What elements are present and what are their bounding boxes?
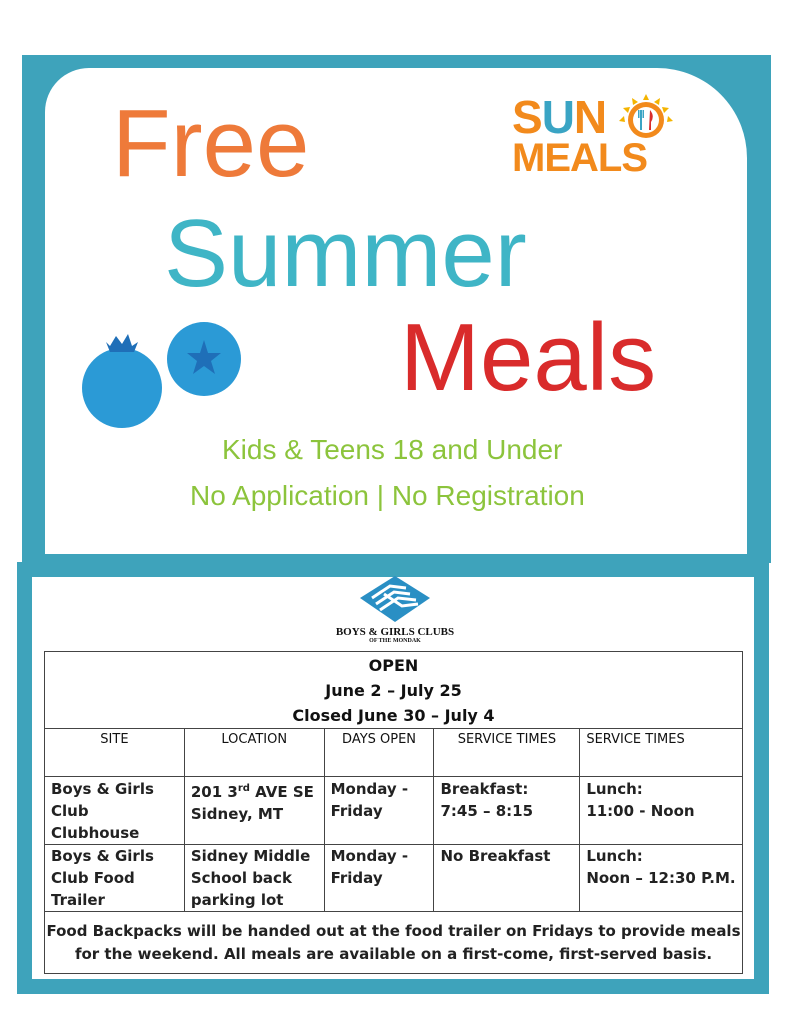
sun-word: SUN — [512, 91, 607, 143]
service-line: 11:00 - Noon — [586, 802, 695, 820]
header-service-times-1: SERVICE TIMES — [434, 729, 580, 777]
service-line: Lunch: — [586, 780, 643, 798]
days-line: Monday - — [330, 847, 409, 865]
header-location: LOCATION — [184, 729, 324, 777]
service-line: Breakfast: — [440, 780, 529, 798]
headline-free: Free — [112, 90, 310, 197]
days-cell — [324, 845, 434, 912]
open-label: OPEN — [368, 656, 419, 675]
site-cell — [45, 845, 185, 912]
open-date-range: June 2 – July 25 — [325, 681, 462, 700]
bgc-name: BOYS & GIRLS CLUBS — [335, 626, 455, 638]
subtitle-no-registration: No Application | No Registration — [190, 480, 585, 511]
service-line: 7:45 – 8:15 — [440, 802, 534, 820]
location-cell — [184, 845, 324, 912]
backpack-note-cell — [45, 912, 743, 974]
location-line: 201 3rd AVE SE — [190, 783, 314, 801]
location-line: Sidney, MT — [190, 805, 284, 823]
service-line: Noon – 12:30 P.M. — [586, 869, 736, 887]
blueberries-icon — [80, 322, 250, 432]
site-line: Boys & Girls — [51, 780, 154, 798]
table-row — [45, 845, 743, 912]
header-site: SITE — [45, 729, 185, 777]
table-row — [45, 777, 743, 845]
location-line: parking lot — [190, 891, 284, 909]
header-days-open: DAYS OPEN — [324, 729, 434, 777]
service-cell — [434, 777, 580, 845]
service-line: Lunch: — [586, 847, 643, 865]
location-line: Sidney Middle — [190, 847, 311, 865]
location-cell — [184, 777, 324, 845]
site-line: Boys & Girls — [51, 847, 154, 865]
note-line-1: Food Backpacks will be handed out at the food trailer on Fridays to provide meals — [46, 922, 741, 940]
bgc-subname: OF THE MONDAK — [369, 638, 421, 644]
headline-summer: Summer — [164, 200, 527, 307]
service-cell — [580, 845, 743, 912]
days-line: Friday — [330, 802, 383, 820]
site-cell — [45, 777, 185, 845]
service-line: No Breakfast — [440, 847, 551, 865]
sun-meals-logo — [512, 91, 682, 184]
header-service-times-2: SERVICE TIMES — [580, 729, 743, 777]
note-line-2: for the weekend. All meals are available on a first-come, first-served basis. — [74, 945, 713, 963]
boys-girls-clubs-logo — [330, 574, 460, 646]
schedule-table — [44, 651, 743, 974]
service-cell — [434, 845, 580, 912]
headline-meals: Meals — [400, 304, 657, 411]
subtitle-age: Kids & Teens 18 and Under — [222, 434, 563, 465]
open-dates-cell — [45, 652, 743, 729]
site-line: Trailer — [51, 891, 105, 909]
location-line: School back — [190, 869, 292, 887]
days-line: Monday - — [330, 780, 409, 798]
service-cell — [580, 777, 743, 845]
closed-date-range: Closed June 30 – July 4 — [292, 706, 495, 725]
days-line: Friday — [330, 869, 383, 887]
site-line: Club Food — [51, 869, 135, 887]
site-line: Club — [51, 802, 89, 820]
site-line: Clubhouse — [51, 824, 140, 842]
days-cell — [324, 777, 434, 845]
clasped-hands-icon — [358, 574, 432, 624]
meals-word: MEALS — [512, 136, 647, 180]
sun-fork-knife-icon — [616, 94, 676, 140]
